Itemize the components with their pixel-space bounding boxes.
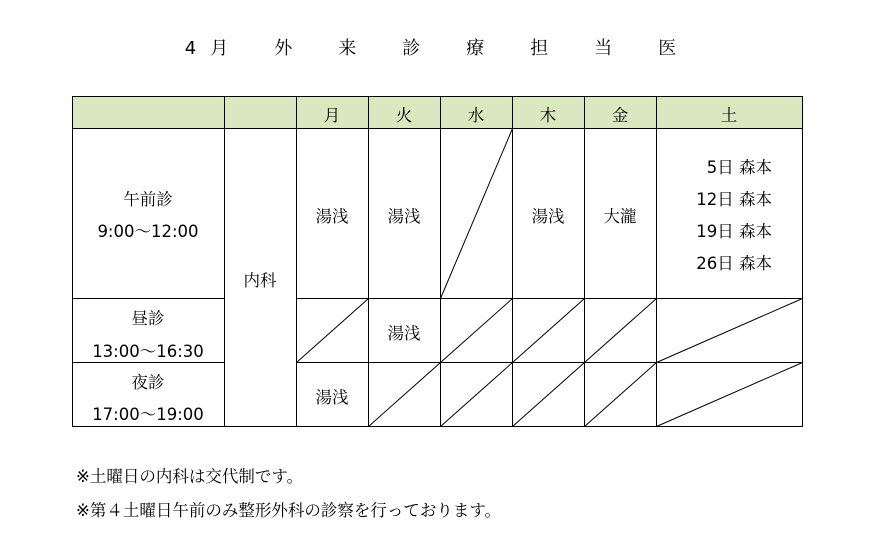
evening-mon-doctor: 湯浅 — [315, 388, 349, 407]
session-noon-time: 13:00〜16:30 — [92, 342, 204, 361]
day-header-tue: 火 — [395, 106, 413, 125]
morning-thu-doctor: 湯浅 — [531, 207, 565, 226]
closed-slash-noon-mon — [297, 299, 369, 363]
closed-slash-evening-sat — [657, 363, 803, 427]
saturday-morning-entry: 26日 森本 — [696, 254, 772, 273]
morning-fri-doctor: 大瀧 — [603, 207, 637, 226]
session-morning-time: 9:00〜12:00 — [97, 222, 199, 241]
noon-tue-doctor: 湯浅 — [387, 324, 421, 343]
note-saturday-rotation: ※土曜日の内科は交代制です。 — [76, 467, 304, 486]
day-header-wed: 水 — [467, 106, 485, 125]
note-orthopedics: ※第４土曜日午前のみ整形外科の診察を行っております。 — [76, 501, 502, 520]
session-evening-name: 夜診 — [131, 373, 165, 392]
morning-tue-doctor: 湯浅 — [387, 207, 421, 226]
closed-slash-noon-thu — [513, 299, 585, 363]
closed-slash-morning-wed — [441, 129, 513, 299]
day-header-sat: 土 — [720, 106, 738, 125]
closed-slash-noon-wed — [441, 299, 513, 363]
session-evening-time: 17:00〜19:00 — [92, 405, 204, 424]
day-header-thu: 木 — [539, 106, 557, 125]
saturday-morning-entry: 5日 森本 — [706, 158, 772, 177]
day-header-mon: 月 — [323, 106, 341, 125]
closed-slash-evening-tue — [369, 363, 441, 427]
session-noon-name: 昼診 — [131, 309, 165, 328]
closed-slash-evening-wed — [441, 363, 513, 427]
session-morning-name: 午前診 — [123, 190, 173, 209]
closed-slash-noon-sat — [657, 299, 803, 363]
saturday-morning-entry: 12日 森本 — [696, 190, 772, 209]
department-label: 内科 — [243, 271, 277, 290]
day-header-fri: 金 — [611, 106, 629, 125]
closed-slash-noon-fri — [585, 299, 657, 363]
morning-mon-doctor: 湯浅 — [315, 207, 349, 226]
closed-slash-evening-fri — [585, 363, 657, 427]
closed-slash-evening-thu — [513, 363, 585, 427]
saturday-morning-entry: 19日 森本 — [696, 222, 772, 241]
page-title: 4月 外 来 診 療 担 当 医 — [184, 38, 691, 59]
